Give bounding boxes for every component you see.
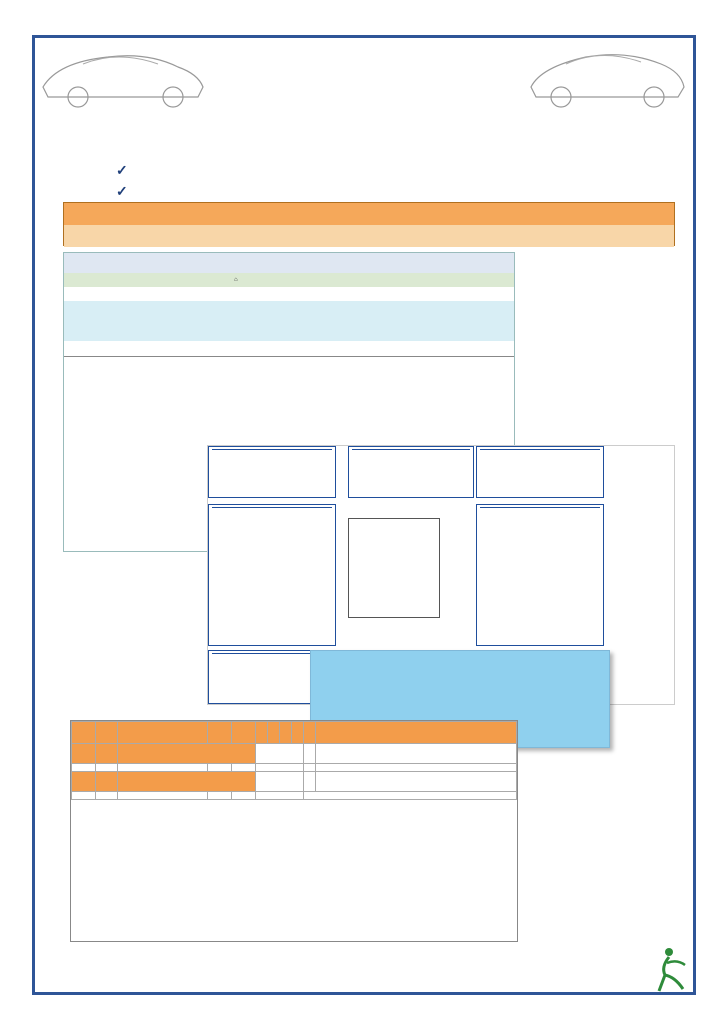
process-strip (63, 202, 675, 246)
process-center-box (348, 518, 440, 618)
process-value-row (64, 225, 674, 247)
bullet-item (116, 181, 136, 202)
bullet-item (116, 160, 136, 181)
key-measurements-box (476, 446, 604, 498)
bullet-list (116, 160, 136, 202)
question-risk-table (70, 720, 518, 942)
process-id-row (64, 203, 674, 225)
runner-logo-icon (655, 945, 691, 995)
car-sketch-right-icon (526, 42, 686, 112)
sheet-title-band (64, 273, 514, 287)
checkmark-icon: ✓ (116, 183, 128, 199)
sheet-number-band (64, 301, 514, 341)
table-row (72, 764, 517, 772)
section-row (72, 772, 517, 792)
sheet-summary-label (64, 287, 514, 301)
checkmark-icon: ✓ (116, 162, 128, 178)
table-header-row (72, 722, 517, 744)
sheet-header-row (64, 341, 514, 357)
car-sketch-left-icon (38, 42, 208, 112)
supporting-processes-box (348, 446, 474, 498)
outputs-box (476, 504, 604, 646)
table-row (72, 792, 517, 800)
house-icon: ⌂ (234, 277, 238, 283)
inputs-box (208, 504, 336, 646)
how-box (208, 446, 336, 498)
sheet-menu-bar (64, 253, 514, 273)
section-row (72, 744, 517, 764)
